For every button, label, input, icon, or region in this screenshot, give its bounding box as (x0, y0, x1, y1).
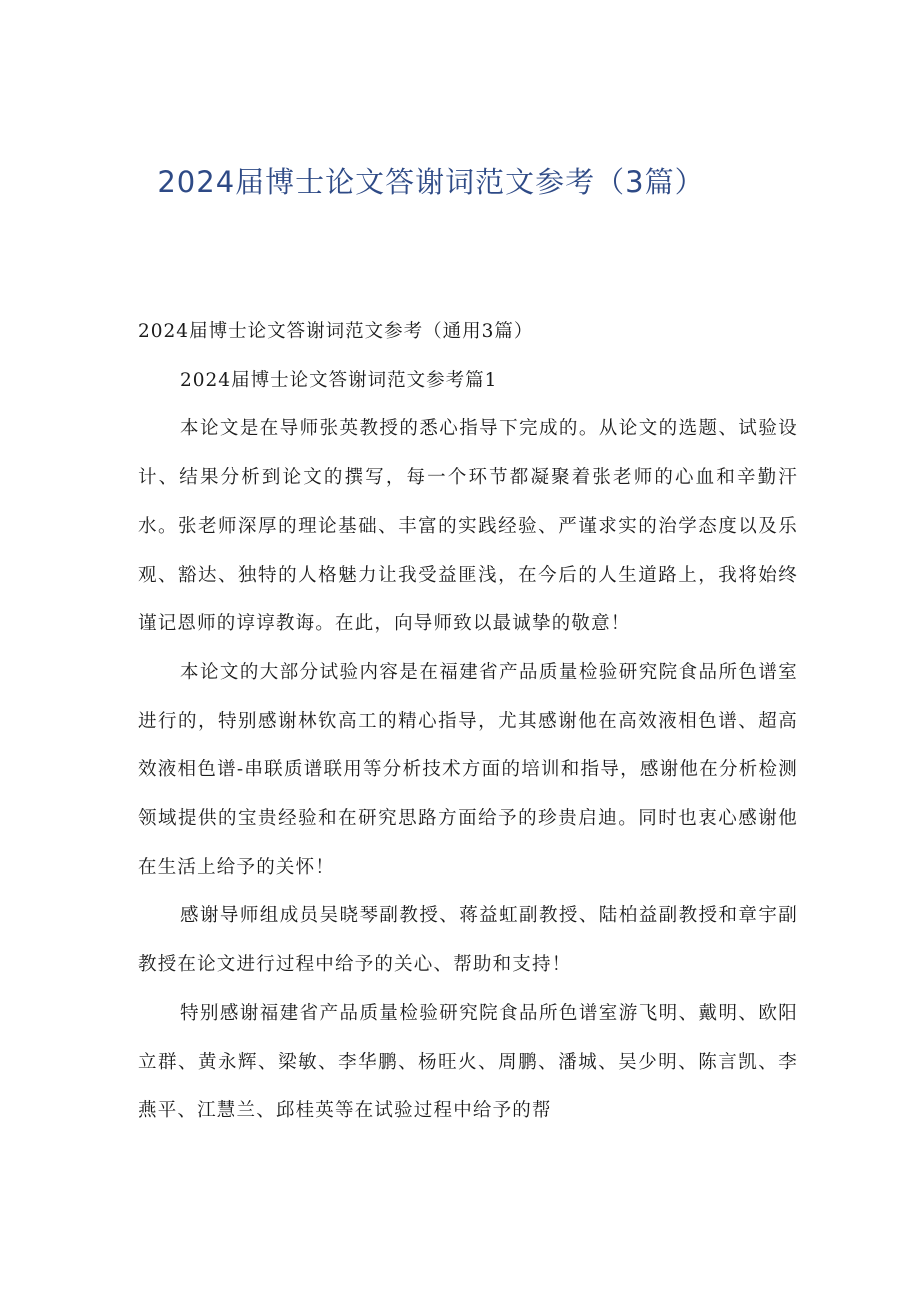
document-title: 2024届博士论文答谢词范文参考（3篇） (157, 165, 705, 199)
paragraph-advisor: 本论文是在导师张英教授的悉心指导下完成的。从论文的选题、试验设计、结果分析到论文的撰写，每一个环节都凝聚着张老师的心血和辛勤汗水。张老师深厚的理论基础、丰富的实践经验、严谨求实的治学态度以及乐观、豁达、独特的人格魅力让我受益匪浅，在今后的人生道路上，我将始终谨记恩师的谆谆教诲。在此，向导师致以最诚挚的敬意！ (138, 418, 798, 635)
paragraph-committee: 感谢导师组成员吴晓琴副教授、蒋益虹副教授、陆柏益副教授和章宇副教授在论文进行过程中给予的关心、帮助和支持！ (138, 905, 798, 976)
paragraph-lab: 本论文的大部分试验内容是在福建省产品质量检验研究院食品所色谱室进行的，特别感谢林钦高工的精心指导，尤其感谢他在高效液相色谱、超高效液相色谱-串联质谱联用等分析技术方面的培训和指导，感谢他在分析检测领域提供的宝贵经验和在研究思路方面给予的珍贵启迪。同时也衷心感谢他在生活上给予的关怀！ (138, 661, 798, 878)
section-heading: 2024届博士论文答谢词范文参考篇1 (180, 369, 498, 391)
document-body (138, 308, 798, 1136)
paragraph-colleagues: 特别感谢福建省产品质量检验研究院食品所色谱室游飞明、戴明、欧阳立群、黄永辉、梁敏、李华鹏、杨旺火、周鹏、潘城、吴少明、陈言凯、李燕平、江慧兰、邱桂英等在试验过程中给予的帮 (138, 1002, 798, 1122)
document-subtitle: 2024届博士论文答谢词范文参考（通用3篇） (138, 321, 534, 342)
